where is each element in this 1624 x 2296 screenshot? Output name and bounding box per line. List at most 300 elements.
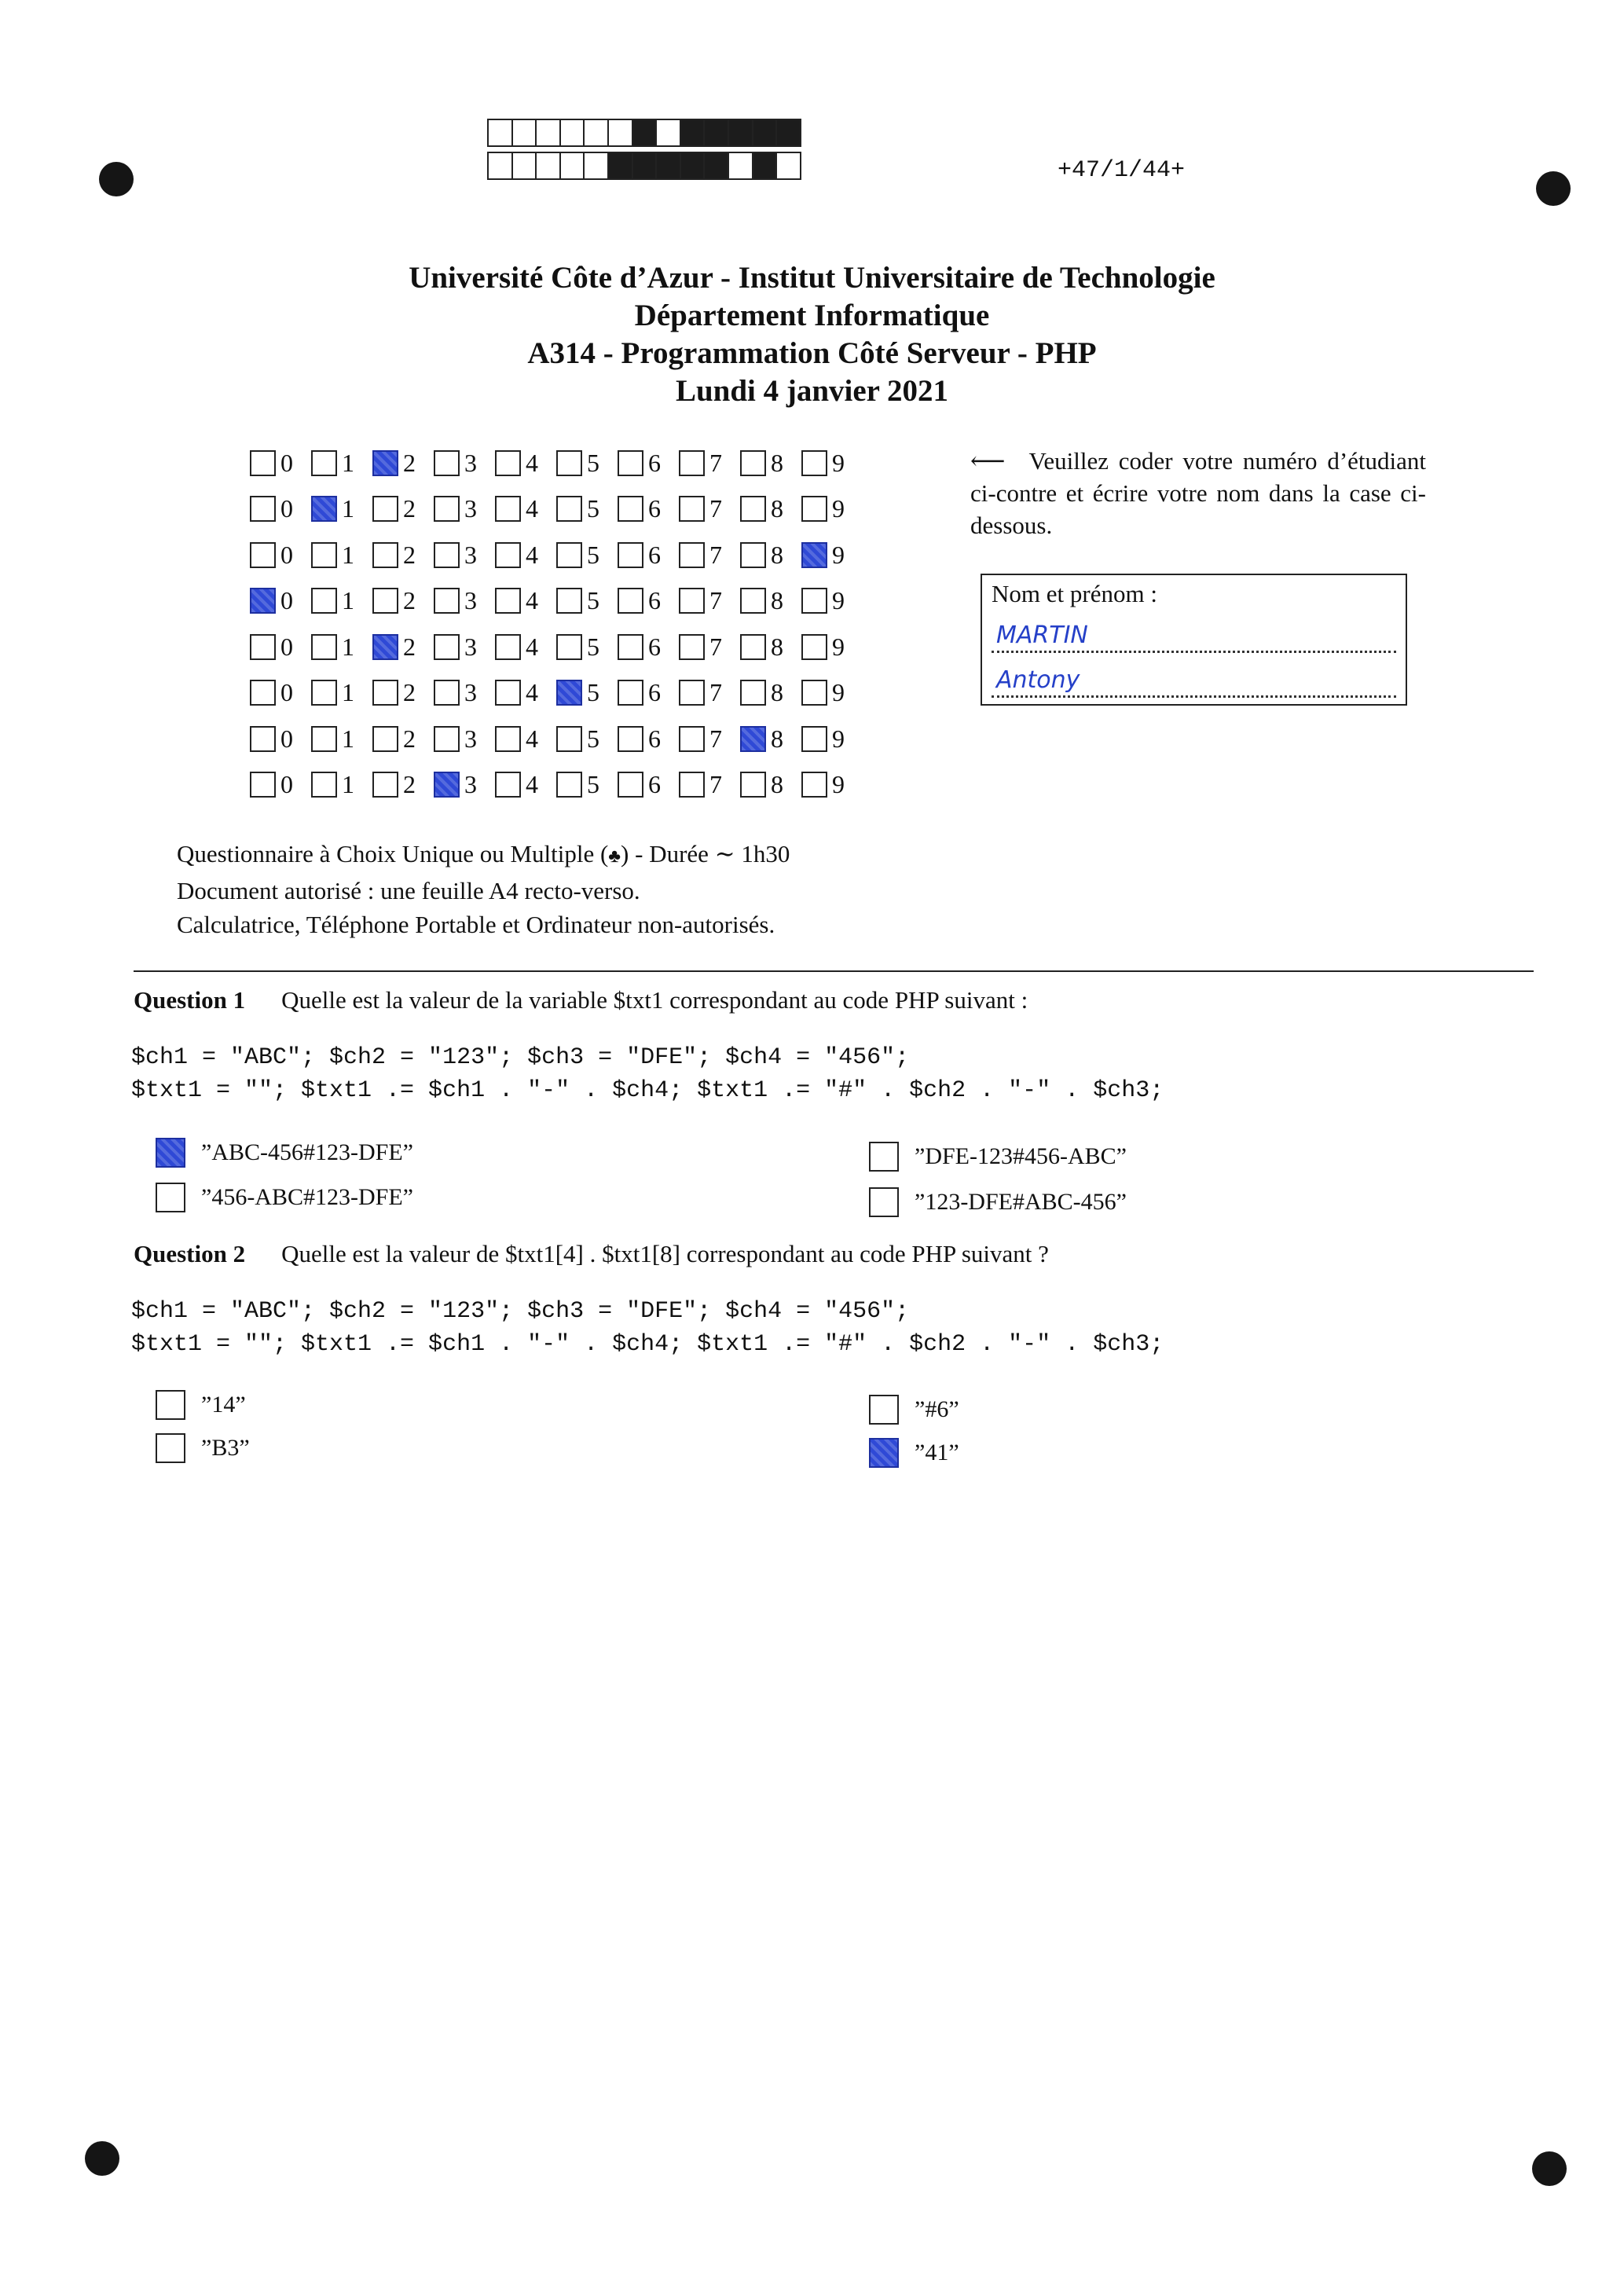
barcode-cell <box>657 153 681 178</box>
id-digit-label: 6 <box>648 770 661 799</box>
id-digit-option[interactable] <box>434 724 495 754</box>
q1-answer-3-text: ”DFE-123#456-ABC” <box>915 1143 1127 1169</box>
barcode-cell <box>705 153 729 178</box>
id-digit-checkbox[interactable] <box>372 680 398 706</box>
id-digit-checkbox[interactable] <box>434 634 460 660</box>
q1-answer-1[interactable] <box>156 1138 413 1168</box>
id-digit-checkbox[interactable] <box>250 772 276 798</box>
id-digit-label: 4 <box>526 678 538 707</box>
id-digit-option[interactable] <box>495 633 556 662</box>
id-digit-option[interactable] <box>740 449 801 478</box>
id-digit-option[interactable] <box>801 678 863 707</box>
barcode-cell <box>585 120 609 145</box>
id-digit-checkbox[interactable] <box>556 450 582 476</box>
id-digit-label: 5 <box>587 632 599 661</box>
barcode-cell <box>657 120 681 145</box>
code-line: $txt1 = ""; $txt1 .= $ch1 . "-" . $ch4; $txt1 .= "#" . $ch2 . "-" . $ch3; <box>131 1331 1164 1358</box>
id-digit-checkbox[interactable] <box>372 496 398 522</box>
id-digit-checkbox[interactable] <box>556 680 582 706</box>
id-digit-option[interactable] <box>434 541 495 570</box>
barcode-row <box>487 119 801 147</box>
id-digit-option[interactable] <box>801 770 863 799</box>
id-digit-checkbox[interactable] <box>495 496 521 522</box>
id-digit-checkbox[interactable] <box>801 726 827 752</box>
name-box-label: Nom et prénom : <box>992 580 1157 607</box>
id-digit-option[interactable] <box>434 633 495 662</box>
id-digit-option[interactable] <box>250 541 311 570</box>
id-digit-option[interactable] <box>372 724 434 754</box>
id-digit-checkbox[interactable] <box>618 450 643 476</box>
barcode-cell <box>705 120 729 145</box>
id-digit-option[interactable] <box>556 494 618 523</box>
id-digit-checkbox[interactable] <box>372 726 398 752</box>
first-name-field[interactable] <box>992 656 1396 698</box>
id-digit-label: 9 <box>832 678 845 707</box>
id-digit-checkbox[interactable] <box>434 680 460 706</box>
id-digit-label: 1 <box>342 494 354 523</box>
id-digit-label: 7 <box>709 770 722 799</box>
id-digit-option[interactable] <box>740 541 801 570</box>
id-digit-checkbox[interactable] <box>801 496 827 522</box>
id-digit-checkbox[interactable] <box>801 588 827 614</box>
id-row-3 <box>250 532 863 578</box>
id-digit-option[interactable] <box>372 633 434 662</box>
barcode-cell <box>561 120 585 145</box>
id-digit-label: 2 <box>403 540 416 569</box>
barcode-cell <box>513 120 537 145</box>
id-digit-label: 7 <box>709 494 722 523</box>
id-digit-option[interactable] <box>311 541 372 570</box>
id-digit-checkbox[interactable] <box>801 542 827 568</box>
id-digit-checkbox[interactable] <box>495 450 521 476</box>
question-2-title <box>134 1240 1049 1268</box>
id-digit-checkbox[interactable] <box>556 588 582 614</box>
id-digit-label: 7 <box>709 724 722 753</box>
course-title: A314 - Programmation Côté Serveur - PHP <box>527 336 1097 370</box>
id-digit-checkbox[interactable] <box>434 496 460 522</box>
id-digit-label: 1 <box>342 448 354 477</box>
id-digit-option[interactable] <box>618 633 679 662</box>
q2-answer-4-checkbox[interactable] <box>869 1438 899 1468</box>
id-digit-label: 7 <box>709 586 722 615</box>
id-digit-option[interactable] <box>801 724 863 754</box>
id-digit-checkbox[interactable] <box>434 588 460 614</box>
id-digit-checkbox[interactable] <box>679 726 705 752</box>
id-digit-checkbox[interactable] <box>250 634 276 660</box>
barcode-cell <box>729 153 753 178</box>
barcode-cell <box>489 120 513 145</box>
barcode-cell <box>489 153 513 178</box>
id-digit-label: 6 <box>648 448 661 477</box>
id-digit-checkbox[interactable] <box>434 772 460 798</box>
id-digit-option[interactable] <box>618 770 679 799</box>
id-digit-label: 2 <box>403 448 416 477</box>
id-digit-checkbox[interactable] <box>250 496 276 522</box>
id-digit-option[interactable] <box>434 449 495 478</box>
id-digit-label: 1 <box>342 724 354 753</box>
id-digit-option[interactable] <box>556 724 618 754</box>
id-digit-label: 5 <box>587 724 599 753</box>
id-digit-option[interactable] <box>250 494 311 523</box>
id-digit-checkbox[interactable] <box>311 588 337 614</box>
id-row-8 <box>250 762 863 809</box>
id-digit-option[interactable] <box>679 449 740 478</box>
club-icon: ♣ <box>608 846 621 867</box>
id-digit-option[interactable] <box>434 586 495 615</box>
id-digit-checkbox[interactable] <box>740 772 766 798</box>
last-name-field[interactable] <box>992 611 1396 653</box>
id-digit-option[interactable] <box>250 724 311 754</box>
id-digit-label: 2 <box>403 678 416 707</box>
id-row-5 <box>250 624 863 670</box>
q2-answer-4[interactable] <box>869 1438 959 1468</box>
id-digit-checkbox[interactable] <box>556 726 582 752</box>
id-digit-option[interactable] <box>250 770 311 799</box>
id-digit-label: 0 <box>280 448 293 477</box>
id-digit-option[interactable] <box>679 724 740 754</box>
id-digit-checkbox[interactable] <box>740 588 766 614</box>
id-row-6 <box>250 670 863 717</box>
id-digit-checkbox[interactable] <box>250 450 276 476</box>
id-digit-label: 5 <box>587 540 599 569</box>
id-digit-checkbox[interactable] <box>740 496 766 522</box>
id-digit-option[interactable] <box>434 494 495 523</box>
id-digit-option[interactable] <box>740 724 801 754</box>
id-digit-option[interactable] <box>618 494 679 523</box>
id-digit-option[interactable] <box>372 678 434 707</box>
barcode-cell <box>609 120 633 145</box>
id-digit-checkbox[interactable] <box>495 772 521 798</box>
id-digit-checkbox[interactable] <box>434 726 460 752</box>
q2-answer-3[interactable] <box>869 1395 959 1425</box>
id-digit-option[interactable] <box>495 678 556 707</box>
q1-answer-3-checkbox[interactable] <box>869 1142 899 1172</box>
id-digit-checkbox[interactable] <box>679 496 705 522</box>
id-digit-label: 4 <box>526 494 538 523</box>
id-digit-option[interactable] <box>372 494 434 523</box>
id-digit-checkbox[interactable] <box>556 772 582 798</box>
q2-answer-4-text: ”41” <box>915 1440 959 1465</box>
id-digit-checkbox[interactable] <box>311 634 337 660</box>
exam-info-line-3: Calculatrice, Téléphone Portable et Ordinateur non-autorisés. <box>177 911 775 938</box>
id-digit-checkbox[interactable] <box>311 726 337 752</box>
id-digit-option[interactable] <box>311 449 372 478</box>
id-digit-option[interactable] <box>801 449 863 478</box>
id-digit-option[interactable] <box>618 449 679 478</box>
id-digit-label: 4 <box>526 448 538 477</box>
id-digit-label: 5 <box>587 448 599 477</box>
id-digit-option[interactable] <box>801 586 863 615</box>
id-digit-option[interactable] <box>801 494 863 523</box>
id-digit-checkbox[interactable] <box>618 588 643 614</box>
id-digit-option[interactable] <box>311 770 372 799</box>
id-digit-option[interactable] <box>495 541 556 570</box>
id-digit-label: 0 <box>280 770 293 799</box>
id-digit-checkbox[interactable] <box>740 450 766 476</box>
id-digit-checkbox[interactable] <box>311 680 337 706</box>
id-digit-option[interactable] <box>495 494 556 523</box>
q1-answer-3[interactable] <box>869 1142 1127 1172</box>
id-digit-label: 9 <box>832 586 845 615</box>
id-digit-option[interactable] <box>801 541 863 570</box>
code-line: $ch1 = "ABC"; $ch2 = "123"; $ch3 = "DFE"; $ch4 = "456"; <box>131 1044 910 1071</box>
id-digit-option[interactable] <box>434 770 495 799</box>
id-digit-option[interactable] <box>801 633 863 662</box>
id-digit-checkbox[interactable] <box>250 680 276 706</box>
id-digit-checkbox[interactable] <box>618 542 643 568</box>
id-digit-label: 4 <box>526 724 538 753</box>
id-digit-option[interactable] <box>250 633 311 662</box>
id-digit-checkbox[interactable] <box>556 496 582 522</box>
id-digit-checkbox[interactable] <box>495 588 521 614</box>
id-digit-label: 3 <box>464 540 477 569</box>
id-digit-option[interactable] <box>740 586 801 615</box>
id-digit-checkbox[interactable] <box>740 542 766 568</box>
id-digit-checkbox[interactable] <box>618 772 643 798</box>
q1-answer-1-text: ”ABC-456#123-DFE” <box>201 1139 413 1165</box>
id-digit-label: 5 <box>587 586 599 615</box>
id-digit-option[interactable] <box>372 586 434 615</box>
sheet-id: +47/1/44+ <box>1058 157 1186 184</box>
barcode-cell <box>561 153 585 178</box>
q2-answer-1[interactable] <box>156 1390 246 1420</box>
id-digit-label: 1 <box>342 678 354 707</box>
id-digit-option[interactable] <box>679 770 740 799</box>
question-1-code <box>131 1041 1164 1107</box>
id-digit-checkbox[interactable] <box>679 772 705 798</box>
id-digit-option[interactable] <box>556 633 618 662</box>
id-digit-option[interactable] <box>250 449 311 478</box>
barcode-cell <box>753 120 778 145</box>
id-digit-option[interactable] <box>311 678 372 707</box>
barcode-cell <box>513 153 537 178</box>
q1-answer-2[interactable] <box>156 1183 413 1212</box>
id-digit-label: 3 <box>464 494 477 523</box>
id-digit-checkbox[interactable] <box>434 450 460 476</box>
id-digit-option[interactable] <box>372 449 434 478</box>
id-digit-label: 3 <box>464 586 477 615</box>
id-digit-option[interactable] <box>679 633 740 662</box>
id-digit-checkbox[interactable] <box>618 634 643 660</box>
id-digit-option[interactable] <box>311 494 372 523</box>
id-digit-option[interactable] <box>740 633 801 662</box>
id-digit-label: 8 <box>771 770 783 799</box>
q1-answer-1-checkbox[interactable] <box>156 1138 185 1168</box>
id-digit-option[interactable] <box>679 494 740 523</box>
id-digit-option[interactable] <box>556 678 618 707</box>
id-digit-option[interactable] <box>495 449 556 478</box>
question-2-code <box>131 1295 1164 1361</box>
id-digit-checkbox[interactable] <box>311 496 337 522</box>
id-digit-label: 5 <box>587 494 599 523</box>
id-digit-label: 7 <box>709 678 722 707</box>
id-digit-label: 9 <box>832 724 845 753</box>
id-digit-option[interactable] <box>311 586 372 615</box>
id-digit-option[interactable] <box>556 541 618 570</box>
id-digit-checkbox[interactable] <box>556 542 582 568</box>
id-digit-option[interactable] <box>679 586 740 615</box>
id-digit-checkbox[interactable] <box>311 450 337 476</box>
id-digit-option[interactable] <box>434 678 495 707</box>
id-digit-checkbox[interactable] <box>495 542 521 568</box>
q2-answer-1-checkbox[interactable] <box>156 1390 185 1420</box>
id-digit-label: 7 <box>709 448 722 477</box>
barcode-cell <box>681 120 706 145</box>
id-digit-label: 7 <box>709 632 722 661</box>
id-digit-label: 0 <box>280 724 293 753</box>
id-digit-checkbox[interactable] <box>495 634 521 660</box>
id-digit-label: 3 <box>464 770 477 799</box>
id-digit-label: 1 <box>342 540 354 569</box>
code-line: $ch1 = "ABC"; $ch2 = "123"; $ch3 = "DFE"; $ch4 = "456"; <box>131 1298 910 1325</box>
id-digit-label: 0 <box>280 678 293 707</box>
id-digit-checkbox[interactable] <box>556 634 582 660</box>
id-digit-label: 6 <box>648 494 661 523</box>
id-digit-checkbox[interactable] <box>801 450 827 476</box>
id-digit-label: 9 <box>832 632 845 661</box>
id-digit-checkbox[interactable] <box>618 680 643 706</box>
barcode-cell <box>753 153 778 178</box>
id-digit-checkbox[interactable] <box>679 634 705 660</box>
id-digit-checkbox[interactable] <box>618 496 643 522</box>
id-digit-option[interactable] <box>495 586 556 615</box>
id-digit-label: 3 <box>464 724 477 753</box>
barcode-cell <box>609 153 633 178</box>
id-digit-option[interactable] <box>618 724 679 754</box>
id-digit-option[interactable] <box>618 586 679 615</box>
id-digit-checkbox[interactable] <box>740 726 766 752</box>
barcode-cell <box>777 153 800 178</box>
id-digit-label: 4 <box>526 586 538 615</box>
id-digit-label: 2 <box>403 770 416 799</box>
id-digit-label: 4 <box>526 770 538 799</box>
id-instructions <box>970 445 1426 541</box>
id-digit-checkbox[interactable] <box>679 588 705 614</box>
id-digit-checkbox[interactable] <box>801 680 827 706</box>
id-digit-label: 9 <box>832 770 845 799</box>
id-digit-option[interactable] <box>311 633 372 662</box>
id-digit-checkbox[interactable] <box>434 542 460 568</box>
id-digit-option[interactable] <box>556 449 618 478</box>
id-digit-label: 2 <box>403 724 416 753</box>
id-digit-checkbox[interactable] <box>311 542 337 568</box>
id-digit-option[interactable] <box>311 724 372 754</box>
id-digit-checkbox[interactable] <box>372 588 398 614</box>
id-digit-checkbox[interactable] <box>740 634 766 660</box>
id-digit-checkbox[interactable] <box>250 542 276 568</box>
id-digit-checkbox[interactable] <box>495 680 521 706</box>
divider <box>134 970 1534 972</box>
id-digit-checkbox[interactable] <box>679 542 705 568</box>
id-digit-checkbox[interactable] <box>801 772 827 798</box>
q1-answer-4[interactable] <box>869 1187 1127 1217</box>
id-digit-label: 2 <box>403 632 416 661</box>
id-digit-option[interactable] <box>372 541 434 570</box>
id-digit-label: 8 <box>771 724 783 753</box>
id-digit-label: 3 <box>464 632 477 661</box>
id-row-7 <box>250 716 863 762</box>
id-digit-option[interactable] <box>495 770 556 799</box>
barcode-cell <box>633 153 658 178</box>
q1-answer-2-checkbox[interactable] <box>156 1183 185 1212</box>
id-digit-checkbox[interactable] <box>372 772 398 798</box>
id-row-2 <box>250 486 863 533</box>
registration-mark-top-left <box>99 162 134 196</box>
id-digit-checkbox[interactable] <box>250 588 276 614</box>
id-digit-checkbox[interactable] <box>372 450 398 476</box>
id-digit-option[interactable] <box>556 586 618 615</box>
id-digit-option[interactable] <box>618 678 679 707</box>
q2-answer-2-checkbox[interactable] <box>156 1433 185 1463</box>
barcode-cell <box>681 153 706 178</box>
q1-answer-4-checkbox[interactable] <box>869 1187 899 1217</box>
id-digit-label: 8 <box>771 632 783 661</box>
id-digit-checkbox[interactable] <box>495 726 521 752</box>
id-digit-label: 4 <box>526 540 538 569</box>
id-digit-option[interactable] <box>250 586 311 615</box>
id-digit-label: 8 <box>771 448 783 477</box>
id-digit-checkbox[interactable] <box>250 726 276 752</box>
id-digit-label: 0 <box>280 540 293 569</box>
q1-answer-2-text: ”456-ABC#123-DFE” <box>201 1184 413 1210</box>
id-digit-option[interactable] <box>740 678 801 707</box>
id-row-1 <box>250 440 863 486</box>
q2-answer-3-checkbox[interactable] <box>869 1395 899 1425</box>
id-digit-label: 6 <box>648 678 661 707</box>
id-digit-option[interactable] <box>250 678 311 707</box>
id-digit-label: 2 <box>403 494 416 523</box>
barcode-cell <box>585 153 609 178</box>
id-digit-checkbox[interactable] <box>618 726 643 752</box>
id-digit-checkbox[interactable] <box>372 634 398 660</box>
barcode-cell <box>633 120 658 145</box>
first-name-value: Antony <box>996 666 1080 694</box>
id-digit-label: 1 <box>342 586 354 615</box>
id-digit-option[interactable] <box>495 724 556 754</box>
id-digit-label: 5 <box>587 770 599 799</box>
q2-answer-2[interactable] <box>156 1433 250 1463</box>
id-digit-label: 0 <box>280 632 293 661</box>
id-digit-label: 4 <box>526 632 538 661</box>
id-digit-checkbox[interactable] <box>801 634 827 660</box>
registration-mark-bottom-right <box>1532 2151 1567 2186</box>
id-digit-label: 0 <box>280 586 293 615</box>
id-digit-option[interactable] <box>740 494 801 523</box>
id-digit-option[interactable] <box>679 541 740 570</box>
id-digit-label: 3 <box>464 678 477 707</box>
id-digit-checkbox[interactable] <box>311 772 337 798</box>
question-2-label: Question 2 <box>134 1240 246 1267</box>
id-digit-label: 6 <box>648 724 661 753</box>
id-digit-label: 0 <box>280 494 293 523</box>
id-digit-label: 8 <box>771 494 783 523</box>
id-digit-checkbox[interactable] <box>740 680 766 706</box>
id-digit-option[interactable] <box>556 770 618 799</box>
id-digit-label: 6 <box>648 540 661 569</box>
name-box <box>981 574 1407 706</box>
exam-date: Lundi 4 janvier 2021 <box>675 374 949 408</box>
department-title: Département Informatique <box>634 299 990 332</box>
id-digit-option[interactable] <box>740 770 801 799</box>
id-digit-option[interactable] <box>372 770 434 799</box>
id-digit-checkbox[interactable] <box>679 450 705 476</box>
id-digit-checkbox[interactable] <box>679 680 705 706</box>
id-digit-label: 8 <box>771 586 783 615</box>
id-digit-label: 9 <box>832 448 845 477</box>
id-digit-option[interactable] <box>679 678 740 707</box>
id-digit-option[interactable] <box>618 541 679 570</box>
id-digit-checkbox[interactable] <box>372 542 398 568</box>
